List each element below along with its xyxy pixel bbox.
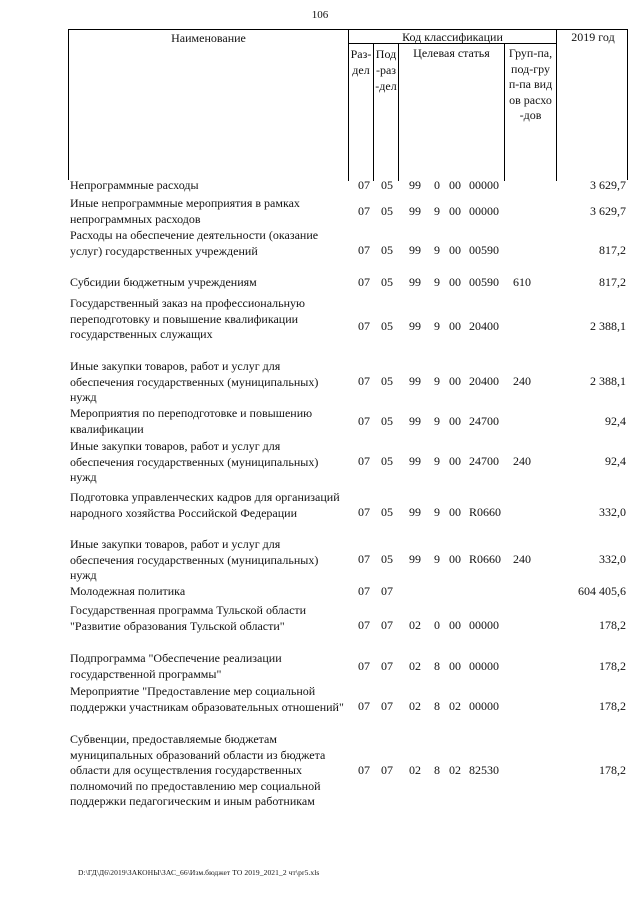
row-section: 07 bbox=[358, 584, 370, 598]
table-row bbox=[68, 490, 628, 536]
row-target-direction: R0660 bbox=[469, 505, 502, 519]
header-subsection: Под-раз-дел bbox=[374, 44, 399, 181]
row-target-event: 00 bbox=[449, 204, 461, 218]
row-target-subprogram: 9 bbox=[434, 204, 440, 218]
row-subsection: 05 bbox=[381, 374, 393, 388]
row-target-program: 99 bbox=[409, 552, 421, 566]
table-row bbox=[68, 684, 628, 730]
row-subsection: 05 bbox=[381, 552, 393, 566]
row-subsection: 05 bbox=[381, 414, 393, 428]
row-subsection: 07 bbox=[381, 659, 393, 673]
table-row bbox=[68, 537, 628, 583]
row-target-program: 99 bbox=[409, 178, 421, 192]
row-target-program: 99 bbox=[409, 275, 421, 289]
row-name: Субсидии бюджетным учреждениям bbox=[70, 275, 257, 289]
row-target-direction: 24700 bbox=[469, 454, 499, 468]
row-target-subprogram: 8 bbox=[434, 659, 440, 673]
table-row bbox=[68, 275, 628, 291]
row-amount: 178,2 bbox=[599, 618, 626, 632]
page-number: 106 bbox=[311, 9, 329, 21]
row-target-direction: 00590 bbox=[469, 243, 499, 257]
row-amount: 332,0 bbox=[599, 552, 626, 566]
row-name: Мероприятие "Предоставление мер социальной поддержки участникам образовательных отношений" bbox=[70, 684, 344, 714]
header-code: Код классификации bbox=[349, 30, 556, 44]
row-target-subprogram: 9 bbox=[434, 414, 440, 428]
row-subsection: 07 bbox=[381, 584, 393, 598]
row-target-program: 99 bbox=[409, 319, 421, 333]
row-group: 240 bbox=[513, 454, 531, 468]
header-group: Груп-па, под-груп-па видов расхо-дов bbox=[508, 46, 553, 122]
row-target-direction: 00000 bbox=[469, 618, 499, 632]
row-target-program: 99 bbox=[409, 204, 421, 218]
row-target-event: 00 bbox=[449, 505, 461, 519]
row-target-event: 00 bbox=[449, 618, 461, 632]
row-target-event: 00 bbox=[449, 275, 461, 289]
row-name: Подготовка управленческих кадров для организаций народного хозяйства Российской Федерации bbox=[70, 490, 340, 520]
row-amount: 92,4 bbox=[605, 454, 626, 468]
row-name: Молодежная политика bbox=[70, 584, 186, 598]
row-target-direction: 00000 bbox=[469, 204, 499, 218]
row-amount: 3 629,7 bbox=[590, 178, 626, 192]
row-amount: 2 388,1 bbox=[590, 319, 626, 333]
table-header bbox=[68, 29, 628, 180]
row-section: 07 bbox=[358, 204, 370, 218]
row-group: 240 bbox=[513, 374, 531, 388]
row-section: 07 bbox=[358, 659, 370, 673]
row-target-program: 02 bbox=[409, 618, 421, 632]
table-row bbox=[68, 359, 628, 405]
row-target-program: 02 bbox=[409, 763, 421, 777]
row-section: 07 bbox=[358, 319, 370, 333]
row-target-subprogram: 0 bbox=[434, 178, 440, 192]
row-target-program: 99 bbox=[409, 414, 421, 428]
row-target-subprogram: 9 bbox=[434, 374, 440, 388]
header-name-cell bbox=[69, 30, 349, 181]
row-target-program: 99 bbox=[409, 243, 421, 257]
row-subsection: 07 bbox=[381, 763, 393, 777]
table-row bbox=[68, 603, 628, 649]
row-section: 07 bbox=[358, 699, 370, 713]
row-amount: 332,0 bbox=[599, 505, 626, 519]
row-name: Расходы на обеспечение деятельности (оказание услуг) государственных учреждений bbox=[70, 228, 319, 258]
row-subsection: 05 bbox=[381, 319, 393, 333]
row-target-direction: 82530 bbox=[469, 763, 499, 777]
row-name: Иные закупки товаров, работ и услуг для обеспечения государственных (муниципальных) нужд bbox=[70, 359, 319, 404]
row-name: Иные непрограммные мероприятия в рамках непрограммных расходов bbox=[70, 196, 300, 226]
row-target-direction: 20400 bbox=[469, 319, 499, 333]
row-group: 610 bbox=[513, 275, 531, 289]
file-path-footer: D:\ГД\Д6\2019\ЗАКОНЫ\ЗАС_66\Изм.бюджет ТО 2019_2021_2 чт\pr5.xls bbox=[78, 868, 320, 877]
row-target-subprogram: 0 bbox=[434, 618, 440, 632]
row-target-event: 00 bbox=[449, 414, 461, 428]
row-target-subprogram: 9 bbox=[434, 552, 440, 566]
header-name: Наименование bbox=[171, 31, 246, 45]
row-target-program: 02 bbox=[409, 699, 421, 713]
row-target-direction: 24700 bbox=[469, 414, 499, 428]
row-target-event: 00 bbox=[449, 319, 461, 333]
row-subsection: 05 bbox=[381, 178, 393, 192]
row-subsection: 05 bbox=[381, 204, 393, 218]
header-target: Целевая статья bbox=[399, 44, 505, 181]
row-name: Субвенции, предоставляемые бюджетам муниципальных образований области из бюджета области для осуществления государственных полномочий по предоставлению мер социальной поддержки педагогическим и иным работникам bbox=[70, 732, 326, 808]
row-target-event: 00 bbox=[449, 243, 461, 257]
row-name: Непрограммные расходы bbox=[70, 178, 199, 192]
row-amount: 178,2 bbox=[599, 699, 626, 713]
row-section: 07 bbox=[358, 618, 370, 632]
row-group: 240 bbox=[513, 552, 531, 566]
table-row bbox=[68, 196, 628, 227]
row-subsection: 05 bbox=[381, 454, 393, 468]
row-target-program: 02 bbox=[409, 659, 421, 673]
row-name: Мероприятия по переподготовке и повышению квалификации bbox=[70, 406, 313, 436]
row-target-direction: 20400 bbox=[469, 374, 499, 388]
row-name: Государственный заказ на профессиональную переподготовку и повышение квалификации государственных служащих bbox=[70, 296, 305, 341]
row-section: 07 bbox=[358, 414, 370, 428]
row-amount: 2 388,1 bbox=[590, 374, 626, 388]
row-target-direction: 00590 bbox=[469, 275, 499, 289]
row-name: Иные закупки товаров, работ и услуг для обеспечения государственных (муниципальных) нужд bbox=[70, 439, 319, 484]
row-amount: 604 405,6 bbox=[578, 584, 626, 598]
table-row bbox=[68, 178, 628, 194]
row-target-subprogram: 9 bbox=[434, 454, 440, 468]
table-row bbox=[68, 406, 628, 437]
row-section: 07 bbox=[358, 178, 370, 192]
table-row bbox=[68, 296, 628, 358]
table-row bbox=[68, 732, 628, 809]
row-target-direction: 00000 bbox=[469, 178, 499, 192]
row-section: 07 bbox=[358, 243, 370, 257]
row-target-subprogram: 8 bbox=[434, 699, 440, 713]
row-target-subprogram: 9 bbox=[434, 505, 440, 519]
row-target-subprogram: 9 bbox=[434, 275, 440, 289]
table-row bbox=[68, 228, 628, 274]
table-row bbox=[68, 651, 628, 682]
row-subsection: 05 bbox=[381, 275, 393, 289]
row-target-event: 00 bbox=[449, 659, 461, 673]
row-section: 07 bbox=[358, 454, 370, 468]
row-section: 07 bbox=[358, 505, 370, 519]
row-amount: 3 629,7 bbox=[590, 204, 626, 218]
header-section: Раз-дел bbox=[349, 44, 374, 181]
row-subsection: 07 bbox=[381, 618, 393, 632]
row-subsection: 05 bbox=[381, 243, 393, 257]
row-amount: 92,4 bbox=[605, 414, 626, 428]
row-target-program: 99 bbox=[409, 505, 421, 519]
row-target-event: 02 bbox=[449, 763, 461, 777]
row-subsection: 05 bbox=[381, 505, 393, 519]
row-target-direction: R0660 bbox=[469, 552, 502, 566]
row-target-event: 00 bbox=[449, 552, 461, 566]
row-amount: 817,2 bbox=[599, 243, 626, 257]
header-code-cell bbox=[349, 30, 557, 181]
row-section: 07 bbox=[358, 552, 370, 566]
row-amount: 178,2 bbox=[599, 763, 626, 777]
row-target-subprogram: 8 bbox=[434, 763, 440, 777]
table-row bbox=[68, 584, 628, 600]
table-row bbox=[68, 439, 628, 485]
row-target-event: 00 bbox=[449, 454, 461, 468]
row-target-subprogram: 9 bbox=[434, 319, 440, 333]
row-target-event: 02 bbox=[449, 699, 461, 713]
row-target-direction: 00000 bbox=[469, 699, 499, 713]
row-section: 07 bbox=[358, 374, 370, 388]
row-amount: 178,2 bbox=[599, 659, 626, 673]
row-amount: 817,2 bbox=[599, 275, 626, 289]
row-target-program: 99 bbox=[409, 454, 421, 468]
row-target-program: 99 bbox=[409, 374, 421, 388]
row-name: Иные закупки товаров, работ и услуг для обеспечения государственных (муниципальных) нужд bbox=[70, 537, 319, 582]
row-target-subprogram: 9 bbox=[434, 243, 440, 257]
header-year: 2019 год bbox=[571, 30, 615, 44]
row-name: Подпрограмма "Обеспечение реализации государственной программы" bbox=[70, 651, 282, 681]
row-target-event: 00 bbox=[449, 178, 461, 192]
row-section: 07 bbox=[358, 275, 370, 289]
row-target-event: 00 bbox=[449, 374, 461, 388]
row-section: 07 bbox=[358, 763, 370, 777]
row-name: Государственная программа Тульской области "Развитие образования Тульской области" bbox=[70, 603, 307, 633]
row-target-direction: 00000 bbox=[469, 659, 499, 673]
row-subsection: 07 bbox=[381, 699, 393, 713]
